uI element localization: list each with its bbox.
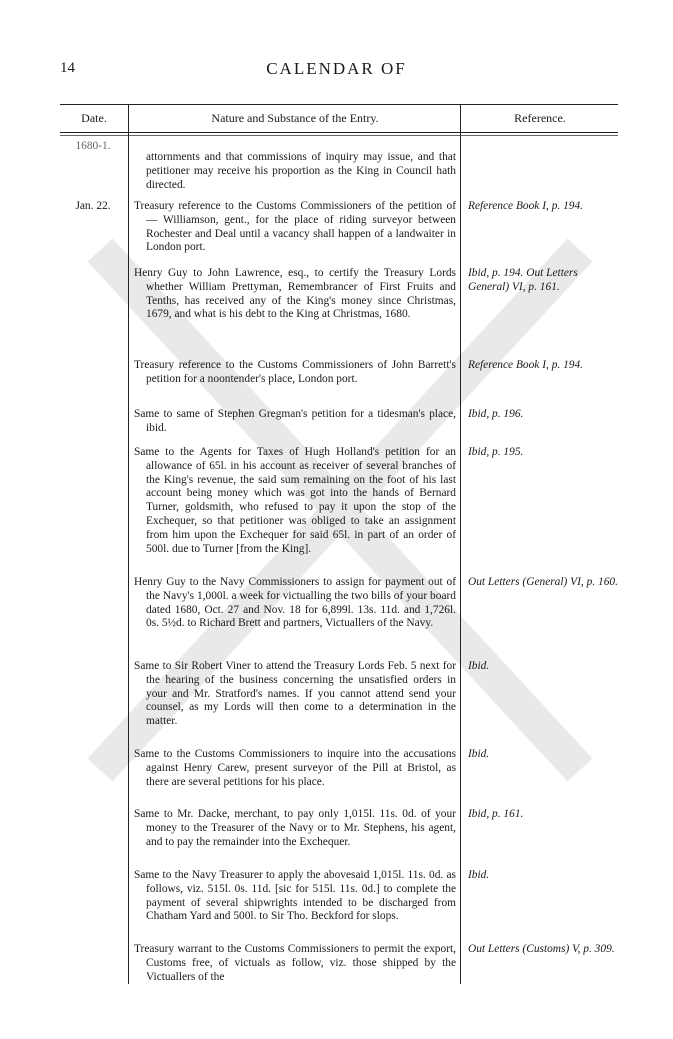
- column-divider-reference: [460, 104, 461, 984]
- entry-reference: Ibid.: [468, 660, 490, 672]
- page-number: 14: [60, 60, 75, 76]
- column-header-reference: Reference.: [514, 111, 566, 125]
- entry-text: Same to the Customs Commissioners to inquire into the accusations against Henry Carew, present surveyor of the Pill at Bristol, as there are several petitions for his place.: [134, 748, 456, 788]
- column-header-nature: Nature and Substance of the Entry.: [211, 111, 379, 125]
- entry-reference: Ibid.: [468, 869, 490, 881]
- header-bottom-rule: [60, 132, 618, 133]
- entry-text: Same to the Navy Treasurer to apply the abovesaid 1,015l. 11s. 0d. as follows, viz. 515l. 0s. 11d. [sic for 515l. 11s. 0d.] to complete the payment of several shipwrights intended to be discharged from Chatham Yard and 500l. to Sir Tho. Beckford for slops.: [134, 869, 456, 923]
- year-marker: 1680-1.: [75, 140, 111, 152]
- entry-text: Treasury warrant to the Customs Commissioners to permit the export, Customs free, of victuals as follow, viz. those shipped by the Victuallers of the: [134, 943, 456, 983]
- entry-reference: Out Letters (Customs) V, p. 309.: [468, 943, 615, 955]
- column-header-date: Date.: [81, 111, 107, 125]
- entry-text: Same to the Agents for Taxes of Hugh Holland's petition for an allowance of 65l. in his account as receiver of several branches of the King's revenue, the said sum remaining on the foot of his last account being money which was got into the hands of Bernard Turner, goldsmith, who refused to pay it upon the stop of the Exchequer, so that petitioner was obliged to take an assignment from him upon the Exchequer for said 65l. in part of an order of 500l. due to Turner [from the King].: [134, 446, 456, 555]
- running-head: CALENDAR OF: [266, 59, 407, 78]
- entry-reference: Ibid.: [468, 748, 490, 760]
- entry-text: attornments and that commissions of inquiry may issue, and that petitioner may receive his proportion as the King in Council hath directed.: [146, 151, 456, 191]
- entry-reference: Ibid, p. 195.: [468, 446, 524, 458]
- entry-text: Henry Guy to the Navy Commissioners to assign for payment out of the Navy's 1,000l. a week for victualling the two bills of your board dated 1680, Oct. 27 and Nov. 18 for 6,899l. 13s. 11d. and 1,726l. 0s. 5½d. to Richard Brett and partners, Victuallers of the Navy.: [134, 576, 456, 630]
- entry-reference: Ibid, p. 196.: [468, 408, 524, 420]
- entry-text: Treasury reference to the Customs Commissioners of John Barrett's petition for a noontender's place, London port.: [134, 359, 456, 385]
- entry-date: Jan. 22.: [75, 200, 111, 212]
- header-double-rule: [60, 135, 618, 136]
- entry-text: Same to Sir Robert Viner to attend the Treasury Lords Feb. 5 next for the hearing of the business concerning the unsatisfied orders in your and Mr. Stratford's names. If you cannot attend send your counsel, as my Lords will then come to a determination in the matter.: [134, 660, 456, 728]
- entry-text: Treasury reference to the Customs Commissioners of the petition of — Williamson, gent., for the place of riding surveyor between Rochester and Deal until a vacancy shall happen of a landwaiter in London port.: [134, 200, 456, 254]
- entry-reference: Reference Book I, p. 194.: [468, 359, 584, 371]
- entry-text: Henry Guy to John Lawrence, esq., to certify the Treasury Lords whether William Prettyman, Remembrancer of First Fruits and Tenths, has received any of the King's money since Christmas, 1679, and what is his debt to the King at Christmas, 1680.: [134, 267, 456, 321]
- column-divider-date: [128, 104, 129, 984]
- entry-text: Same to same of Stephen Gregman's petition for a tidesman's place, ibid.: [134, 408, 456, 434]
- entry-reference: Out Letters (General) VI, p. 160.: [468, 576, 618, 588]
- entry-text: Same to Mr. Dacke, merchant, to pay only 1,015l. 11s. 0d. of your money to the Treasurer of the Navy or to Mr. Stephens, his agent, and to pay the remainder into the Exchequer.: [134, 808, 456, 848]
- entry-reference: Ibid, p. 161.: [468, 808, 524, 820]
- entry-reference: Ibid, p. 194. Out Letters General) VI, p. 161.: [468, 267, 578, 293]
- entry-reference: Reference Book I, p. 194.: [468, 200, 584, 212]
